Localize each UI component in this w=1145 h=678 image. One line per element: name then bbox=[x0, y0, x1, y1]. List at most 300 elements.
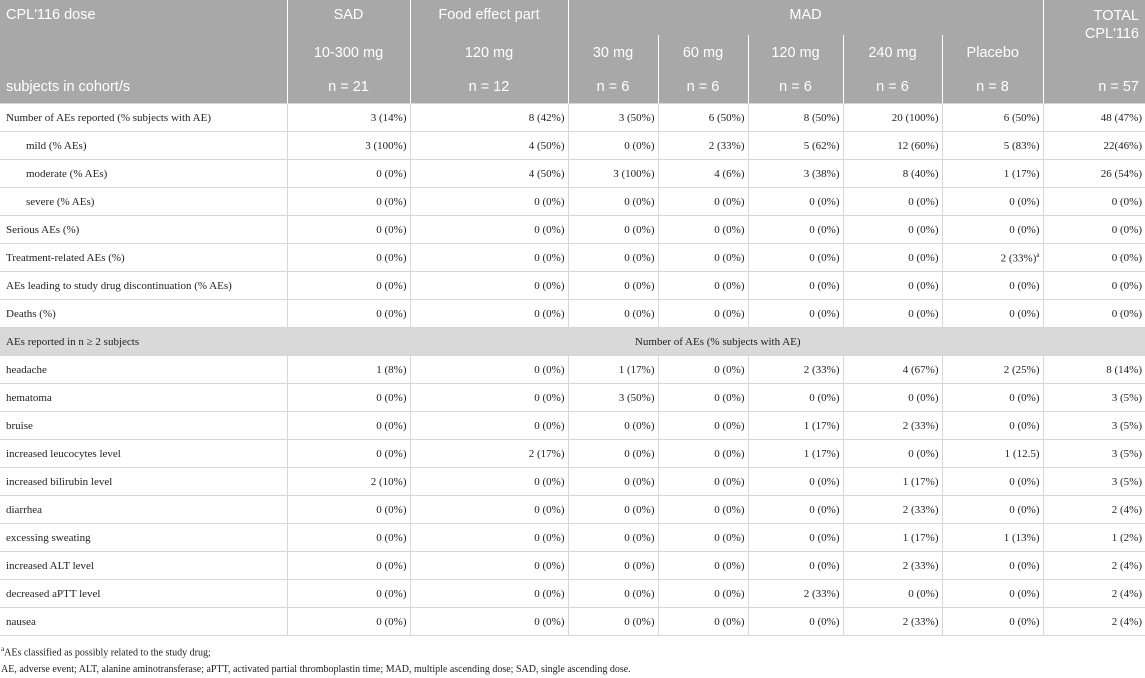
table-cell bbox=[658, 440, 748, 468]
cell-value: 0 (0%) bbox=[908, 391, 939, 404]
cell-value: 0 (0%) bbox=[376, 615, 407, 628]
table-cell bbox=[748, 300, 843, 328]
row-label: severe (% AEs) bbox=[0, 188, 287, 216]
footnote-mark: a bbox=[1036, 250, 1040, 259]
table-cell bbox=[410, 356, 568, 384]
cell-value: 0 (0%) bbox=[714, 559, 745, 572]
table-cell bbox=[410, 580, 568, 608]
header-dose: 60 mg bbox=[658, 35, 748, 70]
row-label: Treatment-related AEs (%) bbox=[0, 244, 287, 272]
cell-value: 2 (33%) bbox=[902, 615, 939, 628]
table-cell bbox=[942, 384, 1043, 412]
cell-value: 2 (33%) bbox=[803, 587, 840, 600]
cell-value: 0 (0%) bbox=[624, 503, 655, 516]
header-dose: 30 mg bbox=[568, 35, 658, 70]
cell-value: 5 (83%) bbox=[1003, 139, 1040, 152]
cell-value: 0 (0%) bbox=[376, 587, 407, 600]
cell-value: 0 (0%) bbox=[1111, 251, 1142, 264]
cell-value: 0 (0%) bbox=[908, 251, 939, 264]
table-cell bbox=[568, 440, 658, 468]
table-cell bbox=[942, 580, 1043, 608]
table-cell bbox=[287, 104, 410, 132]
table-row bbox=[0, 160, 1145, 188]
cell-value: 0 (0%) bbox=[714, 307, 745, 320]
table-cell bbox=[410, 300, 568, 328]
cell-value: 3 (100%) bbox=[613, 167, 655, 180]
table-cell bbox=[843, 580, 942, 608]
cell-value: 22(46%) bbox=[1103, 139, 1142, 152]
cell-value: 0 (0%) bbox=[714, 503, 745, 516]
cell-value: 1 (17%) bbox=[902, 531, 939, 544]
table-cell bbox=[568, 496, 658, 524]
cell-value: 0 (0%) bbox=[1009, 307, 1040, 320]
cell-value: 3 (14%) bbox=[370, 111, 407, 124]
cell-value: 0 (0%) bbox=[376, 279, 407, 292]
table-row bbox=[0, 244, 1145, 272]
cell-value: 0 (0%) bbox=[534, 251, 565, 264]
cell-value: 1 (17%) bbox=[803, 447, 840, 460]
table-cell bbox=[1043, 272, 1145, 300]
table-cell bbox=[843, 216, 942, 244]
cell-value: 0 (0%) bbox=[534, 391, 565, 404]
cell-value: 1 (17%) bbox=[1003, 167, 1040, 180]
section-row bbox=[0, 328, 1145, 356]
cell-value: 8 (42%) bbox=[528, 111, 565, 124]
cell-value: 0 (0%) bbox=[1009, 223, 1040, 236]
cell-value: 0 (0%) bbox=[809, 251, 840, 264]
cell-value: 1 (8%) bbox=[376, 363, 407, 376]
cell-value: 0 (0%) bbox=[624, 139, 655, 152]
cell-value: 0 (0%) bbox=[534, 531, 565, 544]
table-cell bbox=[568, 160, 658, 188]
table-cell bbox=[410, 608, 568, 636]
table-cell bbox=[748, 132, 843, 160]
cell-value: 0 (0%) bbox=[1009, 587, 1040, 600]
header-subject-count: n = 6 bbox=[843, 70, 942, 104]
cell-value: 3 (100%) bbox=[365, 139, 407, 152]
table-cell bbox=[942, 300, 1043, 328]
cell-value: 1 (17%) bbox=[902, 475, 939, 488]
table-cell bbox=[942, 356, 1043, 384]
cell-value: 0 (0%) bbox=[376, 419, 407, 432]
header-dose: 10-300 mg bbox=[287, 35, 410, 70]
cell-value: 0 (0%) bbox=[809, 559, 840, 572]
cell-value: 0 (0%) bbox=[624, 279, 655, 292]
cell-value: 0 (0%) bbox=[534, 475, 565, 488]
header-food-effect: Food effect part bbox=[410, 0, 568, 35]
cell-value: 0 (0%) bbox=[376, 503, 407, 516]
table-cell bbox=[843, 524, 942, 552]
table-cell bbox=[568, 132, 658, 160]
cell-value: 0 (0%) bbox=[714, 195, 745, 208]
table-row bbox=[0, 468, 1145, 496]
table-cell bbox=[410, 496, 568, 524]
table-cell bbox=[748, 412, 843, 440]
table-cell bbox=[568, 244, 658, 272]
table-cell bbox=[942, 468, 1043, 496]
table-cell bbox=[942, 104, 1043, 132]
table-row bbox=[0, 272, 1145, 300]
table-cell bbox=[843, 160, 942, 188]
header-subject-count: n = 6 bbox=[748, 70, 843, 104]
cell-value: 4 (50%) bbox=[528, 167, 565, 180]
cell-value: 0 (0%) bbox=[534, 307, 565, 320]
ae-rows bbox=[0, 356, 1145, 636]
cell-value: 4 (6%) bbox=[714, 167, 745, 180]
table-footnotes bbox=[0, 635, 1145, 678]
table-cell bbox=[942, 608, 1043, 636]
row-label: bruise bbox=[0, 412, 287, 440]
cell-value: 8 (14%) bbox=[1106, 363, 1142, 376]
table-cell bbox=[658, 384, 748, 412]
cell-value: 0 (0%) bbox=[534, 279, 565, 292]
header-subject-count: n = 12 bbox=[410, 70, 568, 104]
table-cell bbox=[410, 552, 568, 580]
cell-value: 0 (0%) bbox=[624, 587, 655, 600]
table-cell bbox=[1043, 552, 1145, 580]
cell-value: 1 (12.5) bbox=[1004, 447, 1040, 460]
cell-value: 0 (0%) bbox=[809, 531, 840, 544]
header-blank bbox=[0, 35, 287, 70]
table-cell bbox=[568, 104, 658, 132]
header-dose: Placebo bbox=[942, 35, 1043, 70]
table-cell bbox=[287, 580, 410, 608]
cell-value: 0 (0%) bbox=[624, 531, 655, 544]
cell-value: 0 (0%) bbox=[908, 279, 939, 292]
header-subject-count: n = 8 bbox=[942, 70, 1043, 104]
row-label: increased bilirubin level bbox=[0, 468, 287, 496]
table-cell bbox=[287, 356, 410, 384]
table-cell bbox=[568, 384, 658, 412]
cell-value: 0 (0%) bbox=[908, 223, 939, 236]
table-cell bbox=[843, 356, 942, 384]
table-cell bbox=[287, 468, 410, 496]
footnote-mark: a bbox=[1, 645, 5, 653]
cell-value: 0 (0%) bbox=[1009, 475, 1040, 488]
cell-value: 0 (0%) bbox=[809, 615, 840, 628]
table-cell bbox=[843, 132, 942, 160]
cell-value: 0 (0%) bbox=[534, 587, 565, 600]
cell-value: 0 (0%) bbox=[1111, 307, 1142, 320]
table-cell bbox=[658, 468, 748, 496]
table-row bbox=[0, 188, 1145, 216]
table-cell bbox=[287, 524, 410, 552]
cell-value: 0 (0%) bbox=[714, 615, 745, 628]
table-row bbox=[0, 104, 1145, 132]
cell-value: 0 (0%) bbox=[376, 307, 407, 320]
cell-value: 2 (25%) bbox=[1003, 363, 1040, 376]
table-cell bbox=[748, 104, 843, 132]
table-cell bbox=[942, 244, 1043, 272]
cell-value: 0 (0%) bbox=[714, 447, 745, 460]
table-cell bbox=[658, 104, 748, 132]
cell-value: 2 (4%) bbox=[1111, 587, 1142, 600]
cell-value: 3 (38%) bbox=[803, 167, 840, 180]
table-cell bbox=[748, 160, 843, 188]
cell-value: 0 (0%) bbox=[908, 195, 939, 208]
cell-value: 5 (62%) bbox=[803, 139, 840, 152]
table-cell bbox=[1043, 300, 1145, 328]
row-label: diarrhea bbox=[0, 496, 287, 524]
table-cell bbox=[942, 524, 1043, 552]
cell-value: 0 (0%) bbox=[1009, 503, 1040, 516]
cell-value: 0 (0%) bbox=[534, 615, 565, 628]
cell-value: 2 (33%) bbox=[902, 503, 939, 516]
table-cell bbox=[1043, 356, 1145, 384]
cell-value: 3 (5%) bbox=[1111, 447, 1142, 460]
cell-value: 0 (0%) bbox=[809, 223, 840, 236]
table-cell bbox=[748, 216, 843, 244]
cell-value: 0 (0%) bbox=[1111, 223, 1142, 236]
table-cell bbox=[942, 132, 1043, 160]
table-cell bbox=[1043, 524, 1145, 552]
table-cell bbox=[410, 160, 568, 188]
table-cell bbox=[942, 188, 1043, 216]
cell-value: 0 (0%) bbox=[534, 419, 565, 432]
table-row bbox=[0, 216, 1145, 244]
table-cell bbox=[748, 524, 843, 552]
cell-value: 0 (0%) bbox=[1111, 279, 1142, 292]
row-label: decreased aPTT level bbox=[0, 580, 287, 608]
table-cell bbox=[1043, 244, 1145, 272]
table-cell bbox=[287, 188, 410, 216]
cell-value: 0 (0%) bbox=[714, 223, 745, 236]
cell-value: 0 (0%) bbox=[1009, 419, 1040, 432]
table-cell bbox=[843, 244, 942, 272]
cell-value: 2 (33%) bbox=[803, 363, 840, 376]
table-row bbox=[0, 580, 1145, 608]
table-cell bbox=[410, 188, 568, 216]
table-cell bbox=[658, 580, 748, 608]
cell-value: 0 (0%) bbox=[809, 279, 840, 292]
row-label: mild (% AEs) bbox=[0, 132, 287, 160]
cell-value: 0 (0%) bbox=[624, 447, 655, 460]
table-cell bbox=[568, 552, 658, 580]
cell-value: 0 (0%) bbox=[809, 195, 840, 208]
table-cell bbox=[942, 440, 1043, 468]
cell-value: 0 (0%) bbox=[908, 307, 939, 320]
table-cell bbox=[658, 216, 748, 244]
cell-value: 0 (0%) bbox=[376, 167, 407, 180]
table-cell bbox=[410, 384, 568, 412]
table-row bbox=[0, 384, 1145, 412]
table-cell bbox=[1043, 412, 1145, 440]
cell-value: 0 (0%) bbox=[624, 419, 655, 432]
table-cell bbox=[748, 580, 843, 608]
row-label: hematoma bbox=[0, 384, 287, 412]
table-cell bbox=[748, 384, 843, 412]
table-cell bbox=[410, 132, 568, 160]
table-cell bbox=[843, 468, 942, 496]
cell-value: 1 (17%) bbox=[618, 363, 655, 376]
cell-value: 4 (67%) bbox=[902, 363, 939, 376]
cell-value: 0 (0%) bbox=[809, 307, 840, 320]
cell-value: 0 (0%) bbox=[376, 195, 407, 208]
table-cell bbox=[1043, 384, 1145, 412]
table-cell bbox=[942, 216, 1043, 244]
cell-value: 2 (33%) bbox=[1000, 252, 1037, 265]
table-cell bbox=[658, 524, 748, 552]
cell-value: 3 (50%) bbox=[618, 391, 655, 404]
table-cell bbox=[1043, 188, 1145, 216]
table-row bbox=[0, 608, 1145, 636]
cell-value: 3 (5%) bbox=[1111, 475, 1142, 488]
table-row bbox=[0, 496, 1145, 524]
cell-value: 0 (0%) bbox=[534, 195, 565, 208]
table-cell bbox=[410, 412, 568, 440]
table-cell bbox=[287, 244, 410, 272]
table-cell bbox=[568, 608, 658, 636]
table-cell bbox=[748, 272, 843, 300]
table-cell bbox=[568, 188, 658, 216]
summary-rows bbox=[0, 104, 1145, 328]
cell-value: 0 (0%) bbox=[376, 447, 407, 460]
table-row bbox=[0, 524, 1145, 552]
table-cell bbox=[287, 300, 410, 328]
row-label: Number of AEs reported (% subjects with AE) bbox=[0, 104, 287, 132]
table-cell bbox=[748, 552, 843, 580]
cell-value: 0 (0%) bbox=[714, 391, 745, 404]
table-cell bbox=[658, 272, 748, 300]
table-cell bbox=[658, 608, 748, 636]
cell-value: 2 (33%) bbox=[708, 139, 745, 152]
header-row-subjects bbox=[0, 70, 1145, 104]
cell-value: 0 (0%) bbox=[534, 559, 565, 572]
cell-value: 0 (0%) bbox=[534, 503, 565, 516]
table-cell bbox=[410, 272, 568, 300]
header-dose: 120 mg bbox=[410, 35, 568, 70]
table-cell bbox=[287, 552, 410, 580]
table-cell bbox=[1043, 496, 1145, 524]
cell-value: 2 (17%) bbox=[528, 447, 565, 460]
cell-value: 4 (50%) bbox=[528, 139, 565, 152]
footnote-a-text: AEs classified as possibly related to the study drug; bbox=[4, 647, 211, 659]
table-cell bbox=[568, 468, 658, 496]
table-cell bbox=[1043, 132, 1145, 160]
cell-value: 0 (0%) bbox=[1009, 279, 1040, 292]
table-cell bbox=[843, 440, 942, 468]
cell-value: 0 (0%) bbox=[809, 391, 840, 404]
table-cell bbox=[942, 160, 1043, 188]
cell-value: 3 (50%) bbox=[618, 111, 655, 124]
cell-value: 0 (0%) bbox=[624, 223, 655, 236]
header-subject-count: n = 21 bbox=[287, 70, 410, 104]
cell-value: 0 (0%) bbox=[534, 223, 565, 236]
header-mad: MAD bbox=[568, 0, 1043, 35]
table-cell bbox=[658, 160, 748, 188]
cell-value: 0 (0%) bbox=[809, 503, 840, 516]
table-cell bbox=[410, 244, 568, 272]
cell-value: 2 (4%) bbox=[1111, 559, 1142, 572]
cell-value: 0 (0%) bbox=[714, 419, 745, 432]
table-cell bbox=[287, 272, 410, 300]
table-cell bbox=[748, 356, 843, 384]
table-cell bbox=[942, 496, 1043, 524]
cell-value: 0 (0%) bbox=[1009, 391, 1040, 404]
table-cell bbox=[658, 496, 748, 524]
cell-value: 1 (17%) bbox=[803, 419, 840, 432]
table-cell bbox=[410, 524, 568, 552]
table-row bbox=[0, 412, 1145, 440]
cell-value: 0 (0%) bbox=[624, 475, 655, 488]
table-row bbox=[0, 356, 1145, 384]
table-cell bbox=[843, 608, 942, 636]
table-cell bbox=[843, 300, 942, 328]
table-cell bbox=[1043, 216, 1145, 244]
table-cell bbox=[287, 440, 410, 468]
table-cell bbox=[568, 580, 658, 608]
table-cell bbox=[843, 188, 942, 216]
table-cell bbox=[748, 608, 843, 636]
cell-value: 26 (54%) bbox=[1100, 167, 1142, 180]
cell-value: 0 (0%) bbox=[376, 251, 407, 264]
header-dose: 240 mg bbox=[843, 35, 942, 70]
cell-value: 6 (50%) bbox=[1003, 111, 1040, 124]
table-cell bbox=[658, 300, 748, 328]
cell-value: 0 (0%) bbox=[1111, 195, 1142, 208]
table-cell bbox=[748, 188, 843, 216]
header-subject-count: n = 6 bbox=[658, 70, 748, 104]
table-cell bbox=[568, 300, 658, 328]
table-cell bbox=[568, 272, 658, 300]
table-cell bbox=[568, 524, 658, 552]
cell-value: 0 (0%) bbox=[534, 363, 565, 376]
header-dose-label: CPL'116 dose bbox=[0, 0, 287, 35]
table-cell bbox=[410, 104, 568, 132]
cell-value: 0 (0%) bbox=[624, 307, 655, 320]
table-cell bbox=[843, 384, 942, 412]
table-cell bbox=[410, 440, 568, 468]
cell-value: 6 (50%) bbox=[708, 111, 745, 124]
cell-value: 0 (0%) bbox=[714, 475, 745, 488]
cell-value: 0 (0%) bbox=[624, 615, 655, 628]
table-cell bbox=[843, 552, 942, 580]
table-row bbox=[0, 300, 1145, 328]
cell-value: 0 (0%) bbox=[714, 363, 745, 376]
cell-value: 2 (4%) bbox=[1111, 615, 1142, 628]
table-cell bbox=[748, 468, 843, 496]
section-span-label: Number of AEs (% subjects with AE) bbox=[287, 328, 1145, 356]
table-row bbox=[0, 552, 1145, 580]
cell-value: 0 (0%) bbox=[376, 391, 407, 404]
section-label: AEs reported in n ≥ 2 subjects bbox=[0, 328, 287, 356]
cell-value: 0 (0%) bbox=[908, 447, 939, 460]
header-subjects-label: subjects in cohort/s bbox=[0, 70, 287, 104]
cell-value: 1 (2%) bbox=[1111, 531, 1142, 544]
cell-value: 0 (0%) bbox=[908, 587, 939, 600]
table-cell bbox=[568, 216, 658, 244]
cell-value: 0 (0%) bbox=[1009, 559, 1040, 572]
table-cell bbox=[287, 160, 410, 188]
cell-value: 0 (0%) bbox=[624, 251, 655, 264]
table-cell bbox=[410, 216, 568, 244]
table-cell bbox=[748, 440, 843, 468]
table-cell bbox=[287, 216, 410, 244]
cell-value: 20 (100%) bbox=[891, 111, 939, 124]
cell-value: 2 (4%) bbox=[1111, 503, 1142, 516]
table-row bbox=[0, 440, 1145, 468]
table-cell bbox=[658, 412, 748, 440]
table-cell bbox=[1043, 104, 1145, 132]
cell-value: 0 (0%) bbox=[809, 475, 840, 488]
row-label: moderate (% AEs) bbox=[0, 160, 287, 188]
table-cell bbox=[658, 356, 748, 384]
cell-value: 3 (5%) bbox=[1111, 419, 1142, 432]
header-row-groups bbox=[0, 0, 1145, 35]
header-subject-count: n = 6 bbox=[568, 70, 658, 104]
table-cell bbox=[410, 468, 568, 496]
table-cell bbox=[287, 132, 410, 160]
